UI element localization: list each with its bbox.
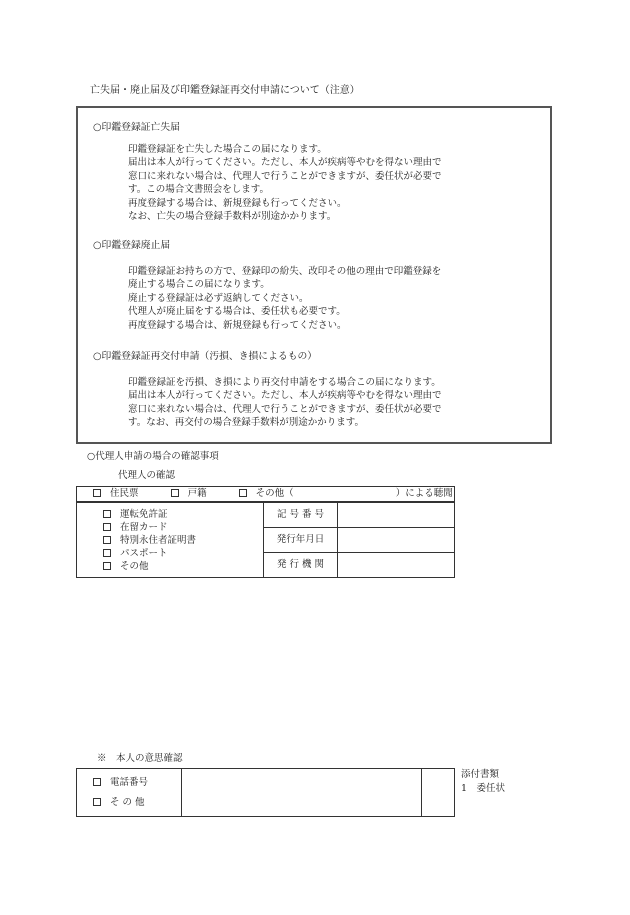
option-phone[interactable]: 電話番号 xyxy=(93,773,181,793)
hearing-suffix: ）による聴聞 xyxy=(395,488,453,500)
checkbox-koseki[interactable] xyxy=(171,489,179,497)
agent-subheading: 代理人の確認 xyxy=(118,470,176,481)
section-line: 届出は本人が行ってください。ただし、本人が疾病等やむを得ない理由で xyxy=(128,157,442,169)
section-line: 廃止する登録証は必ず返納してください。 xyxy=(128,292,309,304)
self-confirm-check[interactable] xyxy=(422,769,455,817)
document-list-cell xyxy=(77,503,264,578)
section-body-loss xyxy=(128,143,528,224)
section-line: 印鑑登録証を汚損、き損により再交付申請をする場合この届になります。 xyxy=(128,377,441,388)
self-confirm-options xyxy=(77,769,182,817)
hearing-opt-koseki: 戸籍 xyxy=(187,488,207,500)
checkbox-phone[interactable] xyxy=(93,778,101,786)
section-line: なお、亡失の場合登録手数料が別途かかります。 xyxy=(128,211,337,223)
hearing-row xyxy=(77,487,455,502)
section-line: 代理人が廃止届をする場合は、委任状も必要です。 xyxy=(128,306,346,318)
section-line: 窓口に来れない場合は、代理人で行うことができますが、委任状が必要で xyxy=(128,170,442,182)
document-item[interactable]: パスポート xyxy=(103,547,263,560)
self-confirm-heading: ※ 本人の意思確認 xyxy=(97,753,183,764)
page-title: 亡失届・廃止届及び印鑑登録証再交付申請について（注意） xyxy=(90,85,360,96)
checkbox-other[interactable] xyxy=(93,798,101,806)
checkbox[interactable] xyxy=(103,536,111,544)
checkbox[interactable] xyxy=(103,510,111,518)
option-other[interactable]: そ の 他 xyxy=(93,793,181,813)
section-line: 印鑑登録証を亡失した場合この届になります。 xyxy=(128,144,327,155)
attachments-heading: 添付書類 xyxy=(461,769,500,780)
self-confirm-table xyxy=(76,768,455,817)
field-label-issuer: 発 行 機 関 xyxy=(264,553,338,578)
section-line: す。この場合文書照会をします。 xyxy=(128,184,269,196)
checkbox-other[interactable] xyxy=(239,489,247,497)
agent-heading: ○代理人申請の場合の確認事項 xyxy=(87,451,219,462)
checkbox[interactable] xyxy=(103,562,111,570)
document-item[interactable]: その他 xyxy=(103,560,263,573)
section-body-reissue xyxy=(128,376,528,430)
id-document-table xyxy=(76,502,455,578)
field-value-issue-date[interactable] xyxy=(338,528,455,553)
field-label-number: 記 号 番 号 xyxy=(264,503,338,528)
section-heading-reissue: ○印鑑登録証再交付申請（汚損、き損によるもの） xyxy=(93,351,318,362)
document-item[interactable]: 特別永住者証明書 xyxy=(103,534,263,547)
document-item[interactable]: 在留カード xyxy=(103,521,263,534)
self-confirm-detail[interactable] xyxy=(182,769,422,817)
field-value-number[interactable] xyxy=(338,503,455,528)
section-heading-loss: ○印鑑登録証亡失届 xyxy=(93,122,180,133)
checkbox[interactable] xyxy=(103,549,111,557)
document-item[interactable]: 運転免許証 xyxy=(103,508,263,521)
field-value-issuer[interactable] xyxy=(338,553,455,578)
checkbox[interactable] xyxy=(103,523,111,531)
hearing-opt-other: その他（ xyxy=(255,488,294,500)
hearing-opt-juminhyo: 住民票 xyxy=(110,488,139,500)
section-line: 再度登録する場合は、新規登録も行ってください。 xyxy=(128,197,347,209)
checkbox-juminhyo[interactable] xyxy=(93,489,101,497)
section-line: す。なお、再交付の場合登録手数料が別途かかります。 xyxy=(128,417,364,429)
section-body-abolish xyxy=(128,265,528,332)
field-label-issue-date: 発行年月日 xyxy=(264,528,338,553)
section-line: 再度登録する場合は、新規登録も行ってください。 xyxy=(128,319,347,331)
section-line: 届出は本人が行ってください。ただし、本人が疾病等やむを得ない理由で xyxy=(128,390,442,402)
section-line: 印鑑登録証お持ちの方で、登録印の紛失、改印その他の理由で印鑑登録を xyxy=(128,266,442,277)
section-line: 窓口に来れない場合は、代理人で行うことができますが、委任状が必要で xyxy=(128,403,442,415)
section-heading-abolish: ○印鑑登録廃止届 xyxy=(93,240,171,251)
section-line: 廃止する場合この届になります。 xyxy=(128,279,270,291)
hearing-table xyxy=(76,486,455,502)
document-list xyxy=(103,508,263,573)
attachment-item: 1 委任状 xyxy=(461,783,506,794)
